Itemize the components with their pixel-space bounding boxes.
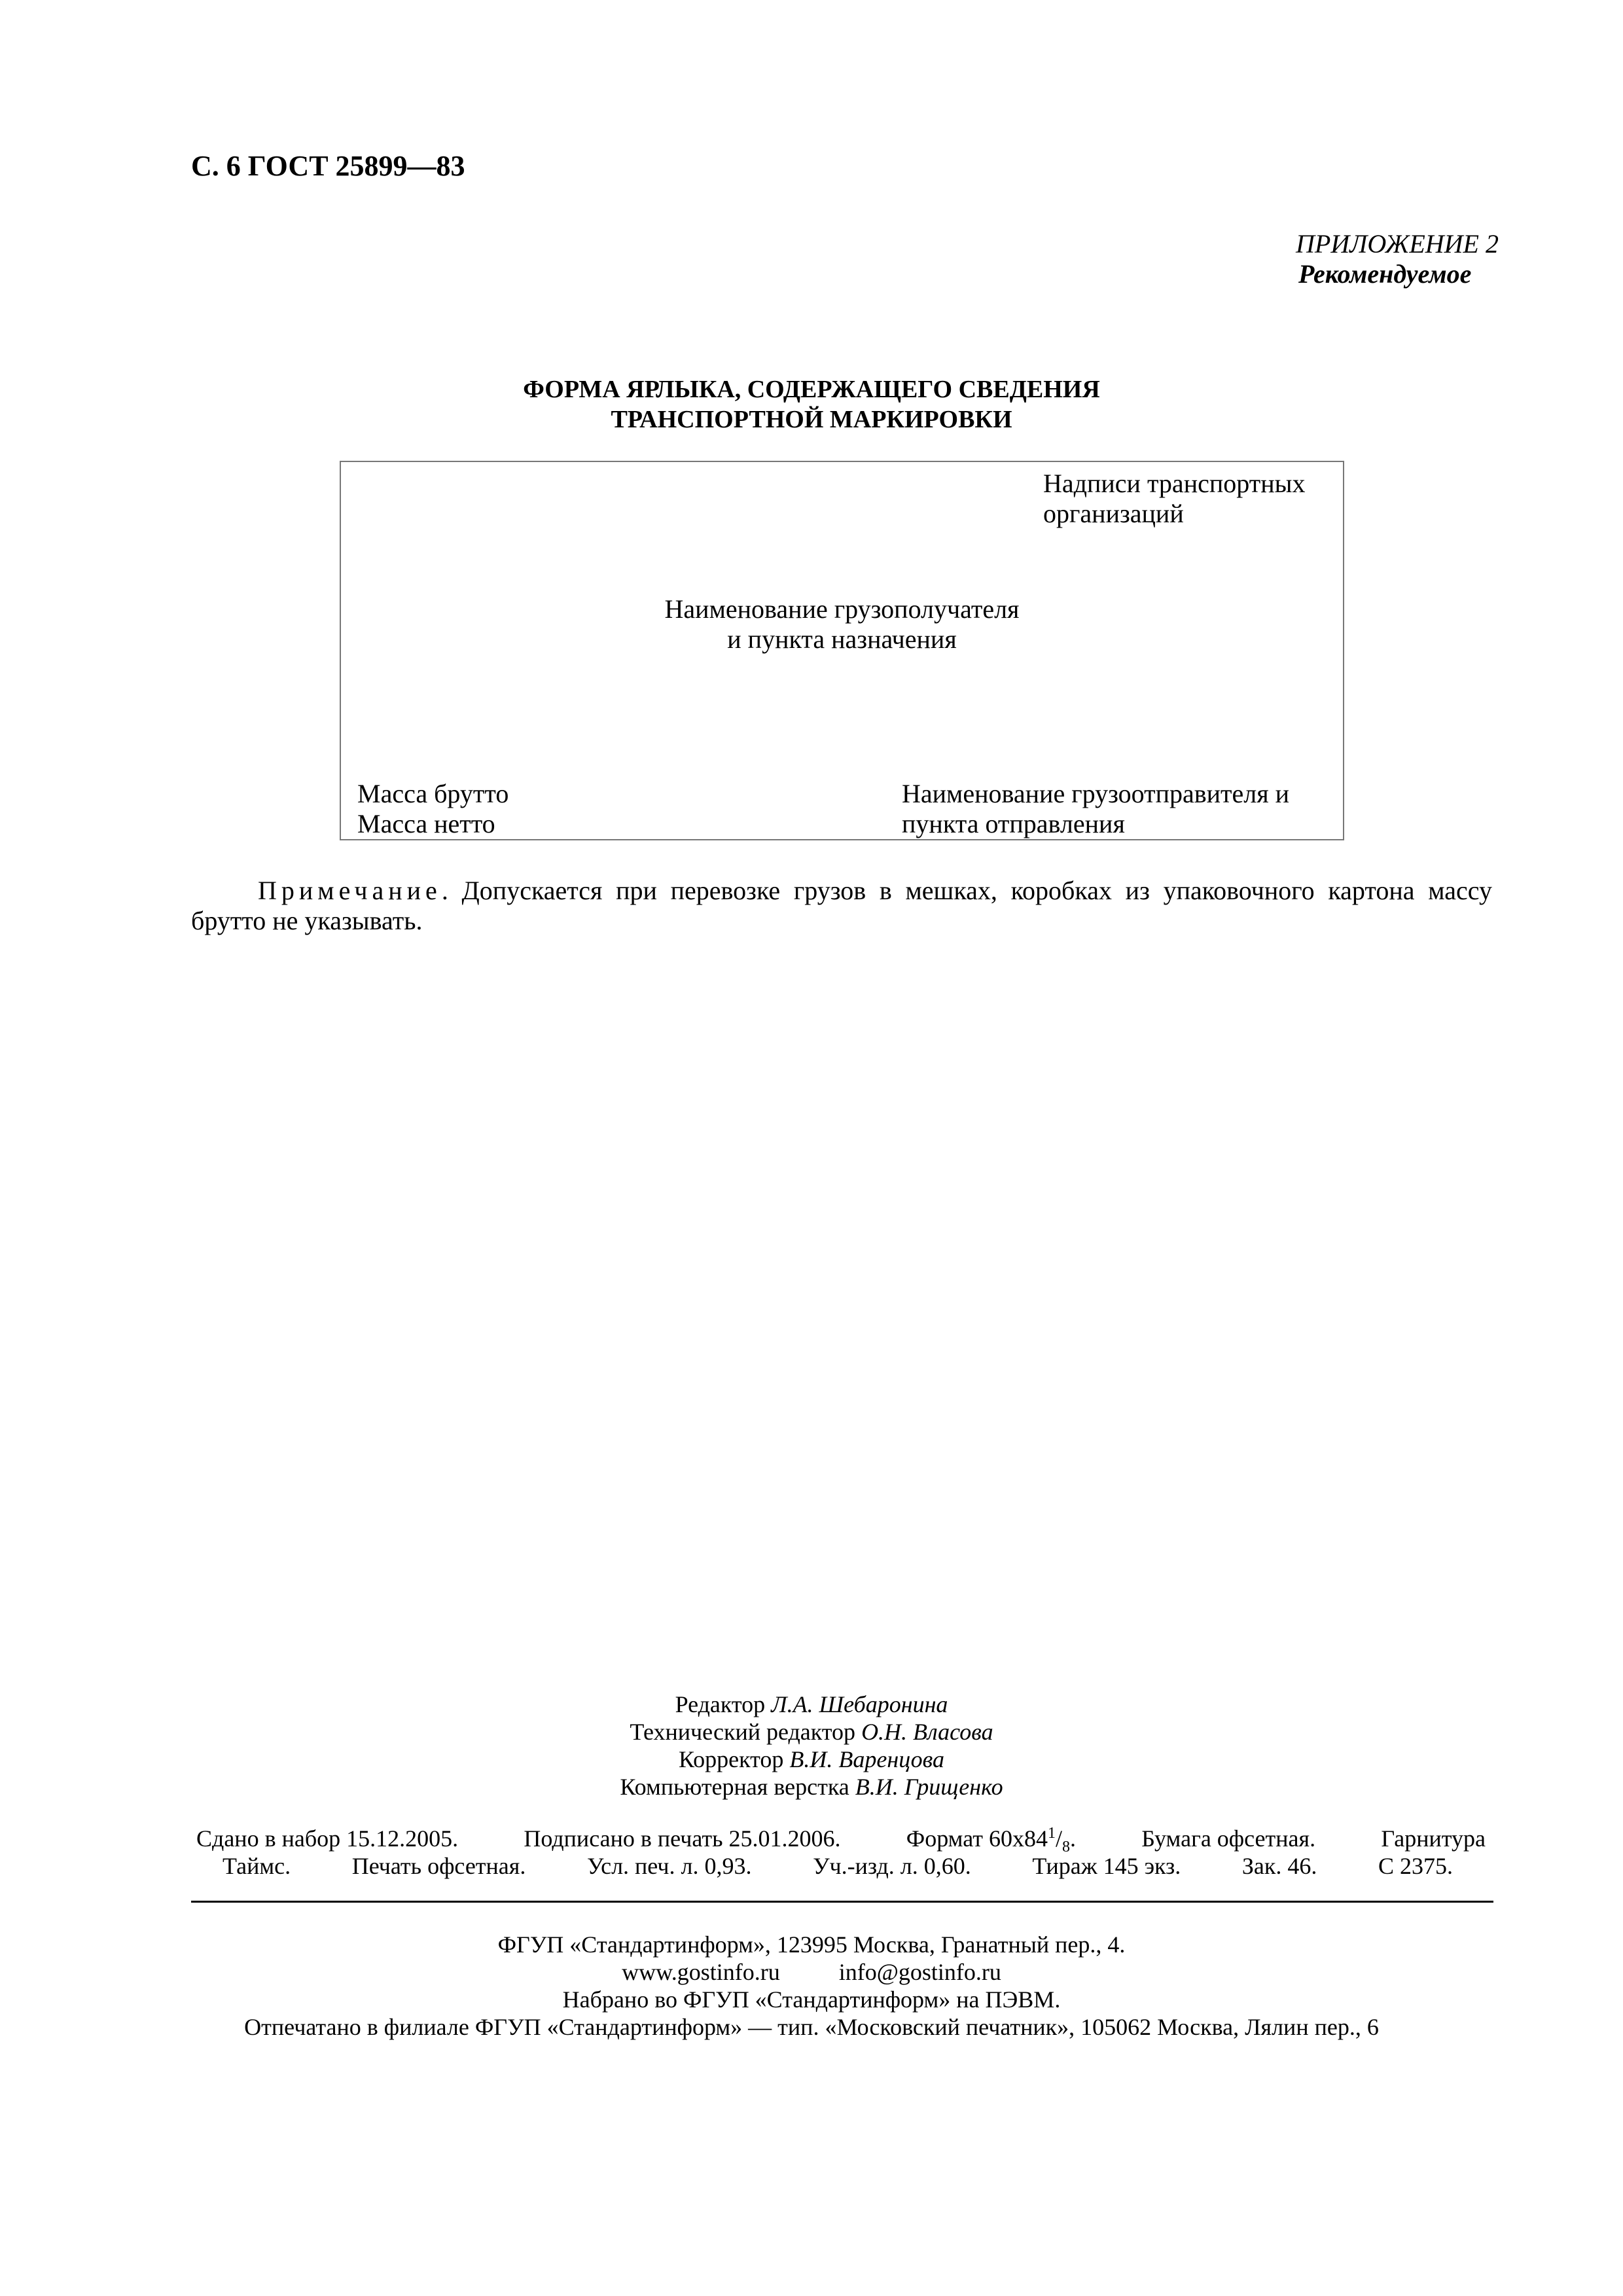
typeset-info: Набрано во ФГУП «Стандартинформ» на ПЭВМ. xyxy=(562,1986,1061,2013)
consignor-line-1: Наименование грузоотправителя и xyxy=(902,779,1290,808)
credit-person: В.И. Варенцова xyxy=(789,1746,945,1772)
submitted-date: Сдано в набор 15.12.2005. xyxy=(196,1825,459,1852)
consignee-line-1: Наименование грузополучателя xyxy=(664,594,1020,624)
print-run: Тираж 145 экз. xyxy=(1032,1853,1181,1879)
credit-role: Компьютерная верстка xyxy=(620,1774,849,1800)
publisher-address: ФГУП «Стандартинформ», 123995 Москва, Гранатный пер., 4. xyxy=(497,1931,1126,1958)
appendix-label xyxy=(1296,229,1499,289)
consignor-line-2: пункта отправления xyxy=(902,809,1125,838)
consignor-name xyxy=(902,779,1289,839)
note-text: . Допускается при перевозке грузов в мешках, коробках из упаковочного картона массу брутто не указывать. xyxy=(191,876,1492,935)
credit-role: Корректор xyxy=(678,1746,784,1772)
title-line-1: ФОРМА ЯРЛЫКА, СОДЕРЖАЩЕГО СВЕДЕНИЯ xyxy=(523,376,1100,403)
printed-info: Отпечатано в филиале ФГУП «Стандартинформ» — тип. «Московский печатник», 105062 Москва, Лялин пер., 6 xyxy=(244,2014,1379,2040)
credit-layout xyxy=(0,1773,1623,1801)
mass-fields xyxy=(357,779,508,839)
credit-role: Редактор xyxy=(675,1691,766,1717)
transport-org-inscriptions xyxy=(1043,469,1306,529)
publisher-footer xyxy=(0,1931,1623,2041)
credit-editor xyxy=(0,1691,1623,1718)
credit-person: В.И. Грищенко xyxy=(855,1774,1003,1800)
transport-org-line-2: организаций xyxy=(1043,499,1184,528)
credit-person: О.Н. Власова xyxy=(861,1719,993,1745)
transport-org-line-1: Надписи транспортных xyxy=(1043,469,1306,498)
label-form-box xyxy=(340,461,1344,840)
publisher-sheets: Уч.-изд. л. 0,60. xyxy=(813,1853,971,1879)
appendix-status: Рекомендуемое xyxy=(1298,259,1472,289)
printing-method: Печать офсетная. xyxy=(351,1853,526,1879)
credits-block xyxy=(0,1691,1623,1801)
order-number: Зак. 46. xyxy=(1241,1853,1317,1879)
note-label: Примечание xyxy=(258,876,442,905)
publisher-contacts xyxy=(0,1958,1623,1986)
publication-row-2 xyxy=(223,1852,1453,1880)
credit-role: Технический редактор xyxy=(630,1719,856,1745)
printed-sheets: Усл. печ. л. 0,93. xyxy=(586,1853,752,1879)
typeface-label: Гарнитура xyxy=(1381,1825,1486,1852)
signed-date: Подписано в печать 25.01.2006. xyxy=(524,1825,841,1852)
paper-type: Бумага офсетная. xyxy=(1141,1825,1316,1852)
consignee-name xyxy=(341,594,1343,655)
credit-tech-editor xyxy=(0,1718,1623,1746)
format-denominator: 8 xyxy=(1062,1839,1070,1856)
consignee-line-2: и пункта назначения xyxy=(727,624,957,654)
email-link[interactable]: info@gostinfo.ru xyxy=(838,1959,1001,1985)
document-title xyxy=(0,374,1623,435)
format-suffix: . xyxy=(1070,1825,1076,1852)
net-mass: Масса нетто xyxy=(357,809,495,838)
website-link[interactable]: www.gostinfo.ru xyxy=(622,1959,780,1985)
publication-row-1 xyxy=(196,1825,1486,1856)
gross-mass: Масса брутто xyxy=(357,779,509,808)
title-line-2: ТРАНСПОРТНОЙ МАРКИРОВКИ xyxy=(611,406,1012,433)
appendix-number: ПРИЛОЖЕНИЕ 2 xyxy=(1296,229,1499,259)
order-code: С 2375. xyxy=(1378,1853,1453,1879)
page-header: С. 6 ГОСТ 25899—83 xyxy=(191,150,465,182)
note-paragraph xyxy=(191,876,1492,936)
footer-divider xyxy=(191,1901,1493,1903)
typeface: Таймс. xyxy=(223,1853,291,1879)
format-prefix: Формат 60х84 xyxy=(906,1825,1048,1852)
format-numerator: 1 xyxy=(1047,1825,1056,1842)
credit-person: Л.А. Шебаронина xyxy=(771,1691,948,1717)
print-format: Формат $60х84^1/_8$. xyxy=(906,1825,1076,1856)
credit-corrector xyxy=(0,1746,1623,1773)
